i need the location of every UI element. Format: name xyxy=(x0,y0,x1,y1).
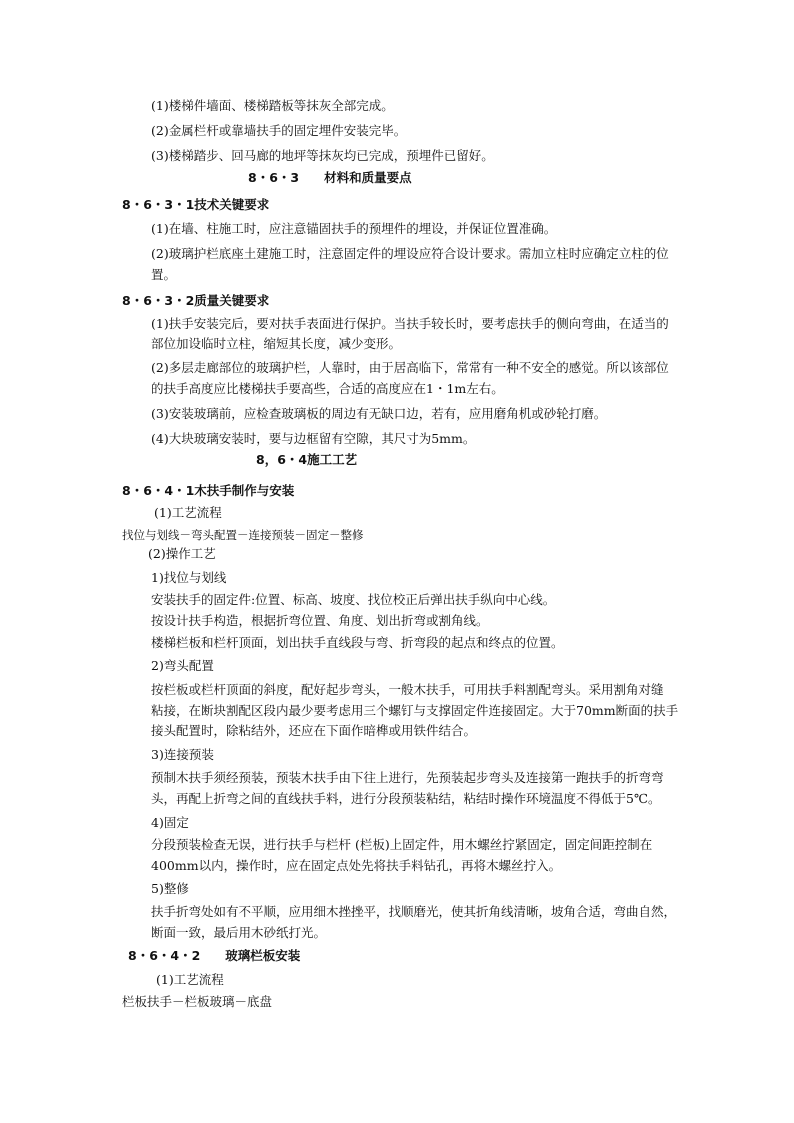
paragraph-line: (1)工艺流程 xyxy=(154,505,222,520)
paragraph-line: (1)扶手安装完后，要对扶手表面进行保护。当扶手较长时，要考虑扶手的侧向弯曲，在适当的 xyxy=(151,316,669,331)
section-heading: 8・6・3 材料和质量要点 xyxy=(248,170,412,185)
paragraph-line: 置。 xyxy=(151,267,177,282)
paragraph-line: (2)玻璃护栏底座土建施工时，注意固定件的埋设应符合设计要求。需加立柱时应确定立柱的位 xyxy=(151,246,669,261)
paragraph-line: 部位加设临时立柱，缩短其长度，减少变形。 xyxy=(151,336,402,351)
subsection-heading: 8・6・4・1木扶手制作与安装 xyxy=(122,483,295,498)
paragraph-line: (3)安装玻璃前，应检查玻璃板的周边有无缺口边，若有，应用磨角机或砂轮打磨。 xyxy=(151,406,607,421)
paragraph-line: 1)找位与划线 xyxy=(151,570,227,585)
subsection-heading: 8・6・3・1技术关键要求 xyxy=(122,197,270,212)
paragraph-line: 按栏板或栏杆顶面的斜度，配好起步弯头，一般木扶手，可用扶手料割配弯头。采用割角对缝 xyxy=(151,682,664,697)
paragraph-line: 按设计扶手构造，根据折弯位置、角度、划出折弯或割角线。 xyxy=(151,613,489,628)
paragraph-line: 的扶手高度应比楼梯扶手要高些，合适的高度应在1・1m左右。 xyxy=(151,381,504,396)
paragraph-line: 2)弯头配置 xyxy=(151,658,214,673)
paragraph-line: (2)操作工艺 xyxy=(148,546,216,561)
process-flow: 找位与划线－弯头配置－连接预装－固定－整修 xyxy=(122,528,364,542)
paragraph-line: (4)大块玻璃安装时，要与边框留有空隙，其尺寸为5mm。 xyxy=(151,431,476,446)
subsection-heading: 8・6・4・2 玻璃栏板安装 xyxy=(128,948,301,963)
paragraph-line: 3)连接预装 xyxy=(151,747,214,762)
paragraph-line: 扶手折弯处如有不平顺，应用细木挫挫平，找顺磨光，使其折角线清晰，坡角合适，弯曲自然， xyxy=(151,904,677,919)
paragraph-line: (2)多层走廊部位的玻璃护栏，人靠时，由于居高临下，常常有一种不安全的感觉。所以该部位 xyxy=(151,360,669,375)
paragraph-line: 安装扶手的固定件:位置、标高、坡度、找位校正后弹出扶手纵向中心线。 xyxy=(151,592,556,607)
paragraph-line: 楼梯栏板和栏杆顶面，划出扶手直线段与弯、折弯段的起点和终点的位置。 xyxy=(151,635,564,650)
process-flow: 栏板扶手－栏板玻璃－底盘 xyxy=(122,994,273,1009)
paragraph-line: 粘接，在断块割配区段内最少要考虑用三个螺钉与支撑固定件连接固定。大于70mm断面的扶手 xyxy=(151,703,679,718)
paragraph-line: (2)金属栏杆或靠墙扶手的固定埋件安装完毕。 xyxy=(151,123,407,138)
paragraph-line: 预制木扶手须经预装，预装木扶手由下往上进行，先预装起步弯头及连接第一跑扶手的折弯弯 xyxy=(151,770,664,785)
paragraph-line: 接头配置时，除粘结外，还应在下面作暗榫或用铁件结合。 xyxy=(151,723,477,738)
paragraph-line: 头，再配上折弯之间的直线扶手料，进行分段预装粘结，粘结时操作环境温度不得低于5℃。 xyxy=(151,791,661,806)
subsection-heading: 8・6・3・2质量关键要求 xyxy=(122,293,270,308)
paragraph-line: 断面一致，最后用木砂纸打光。 xyxy=(151,925,327,940)
section-heading: 8，6・4施工工艺 xyxy=(256,452,358,467)
paragraph-line: (1)楼梯件墙面、楼梯踏板等抹灰全部完成。 xyxy=(151,98,394,113)
paragraph-line: 400mm以内，操作时，应在固定点处先将扶手料钻孔，再将木螺丝拧入。 xyxy=(151,858,562,873)
paragraph-line: (1)在墙、柱施工时，应注意锚固扶手的预埋件的埋设，并保证位置准确。 xyxy=(151,221,557,236)
paragraph-line: 5)整修 xyxy=(151,881,189,896)
paragraph-line: (1)工艺流程 xyxy=(156,972,224,987)
paragraph-line: 4)固定 xyxy=(151,815,189,830)
paragraph-line: (3)楼梯踏步、回马廊的地坪等抹灰均已完成，预埋件已留好。 xyxy=(151,148,494,163)
paragraph-line: 分段预装检查无误，进行扶手与栏杆 (栏板)上固定件，用木螺丝拧紧固定，固定间距控制在 xyxy=(151,837,653,852)
